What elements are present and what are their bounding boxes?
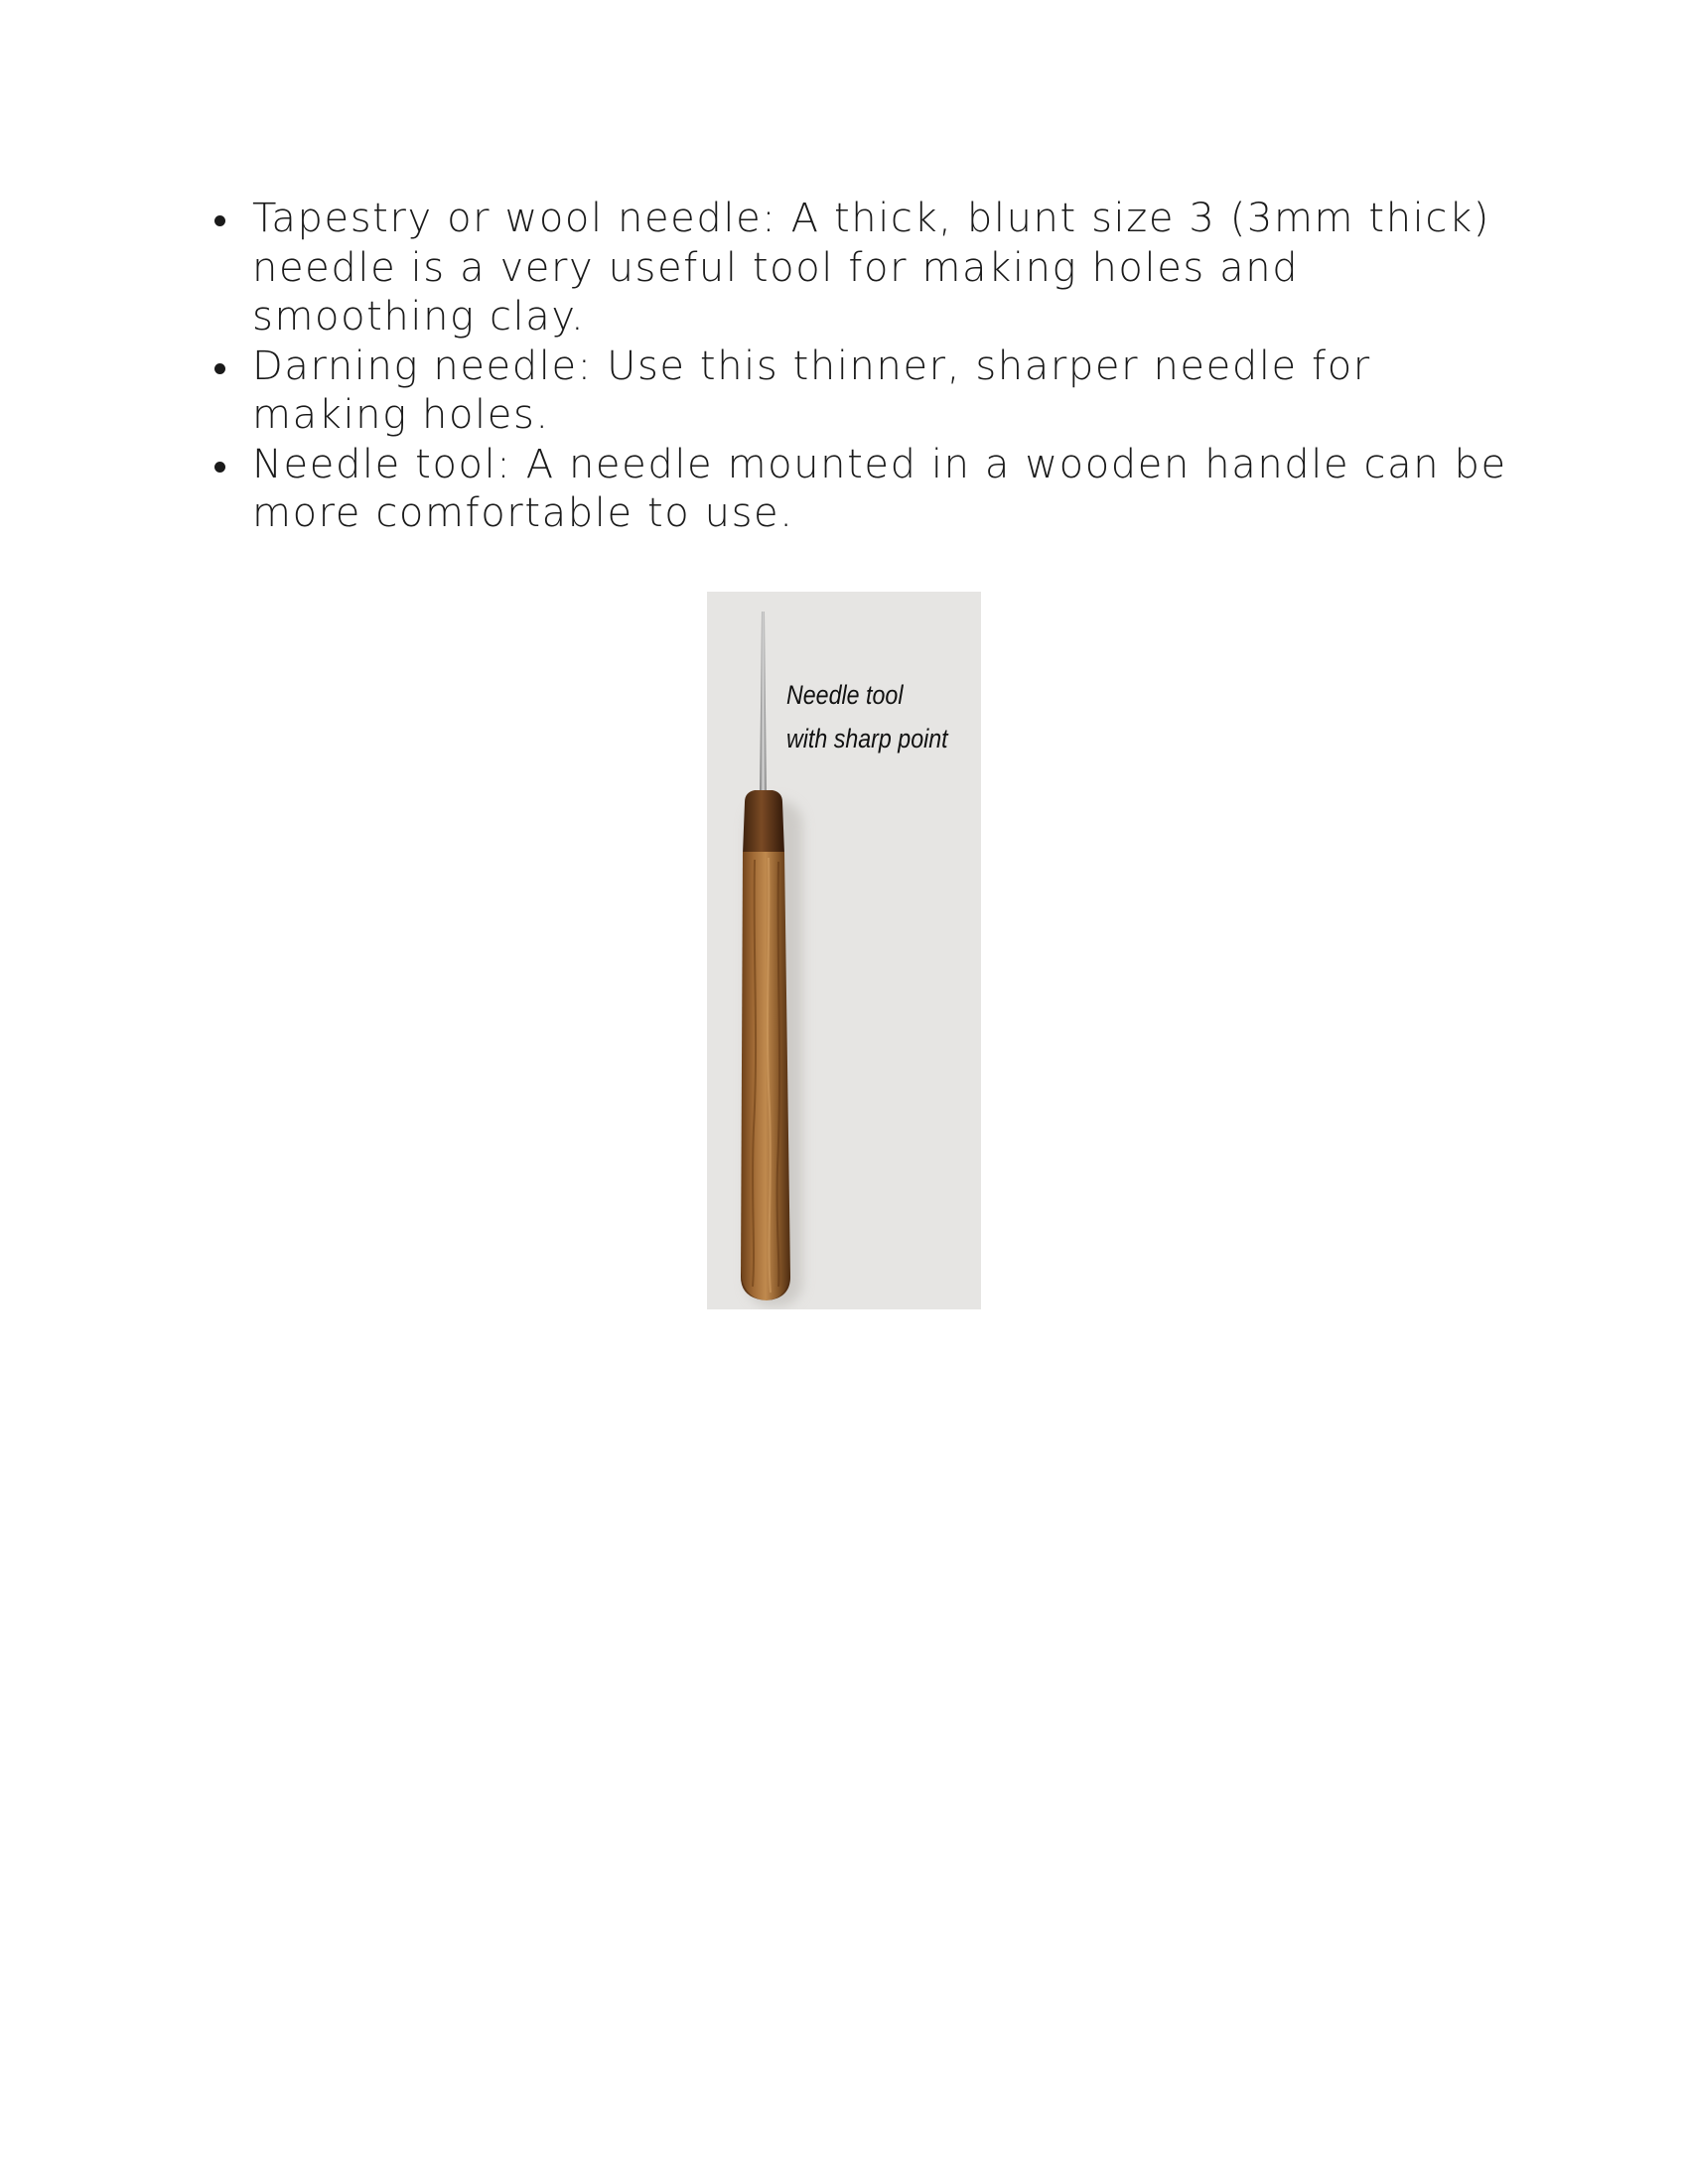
tool-list xyxy=(205,195,1543,539)
list-item-line: needle is a very useful tool for making holes and xyxy=(252,244,1300,291)
bullet-icon xyxy=(214,363,225,374)
list-item-line: making holes. xyxy=(252,392,550,438)
caption-line: with sharp point xyxy=(786,724,948,753)
list-item-darning-needle xyxy=(252,342,1543,441)
list-item-line: smoothing clay. xyxy=(252,294,586,340)
needle-tool-figure xyxy=(707,592,981,1309)
list-item-line: Needle tool: A needle mounted in a wooden handle can be xyxy=(252,441,1507,487)
list-item-needle-tool xyxy=(252,441,1543,539)
list-item-tapestry-needle xyxy=(252,195,1543,342)
caption-line: Needle tool xyxy=(786,680,904,710)
list-item-line: Darning needle: Use this thinner, sharper needle for xyxy=(252,342,1371,389)
figure-caption xyxy=(786,673,948,760)
bullet-icon xyxy=(214,215,225,226)
list-item-line: Tapestry or wool needle: A thick, blunt size 3 (3mm thick) xyxy=(252,196,1490,241)
bullet-icon xyxy=(214,462,225,473)
list-item-line: more comfortable to use. xyxy=(252,490,794,536)
